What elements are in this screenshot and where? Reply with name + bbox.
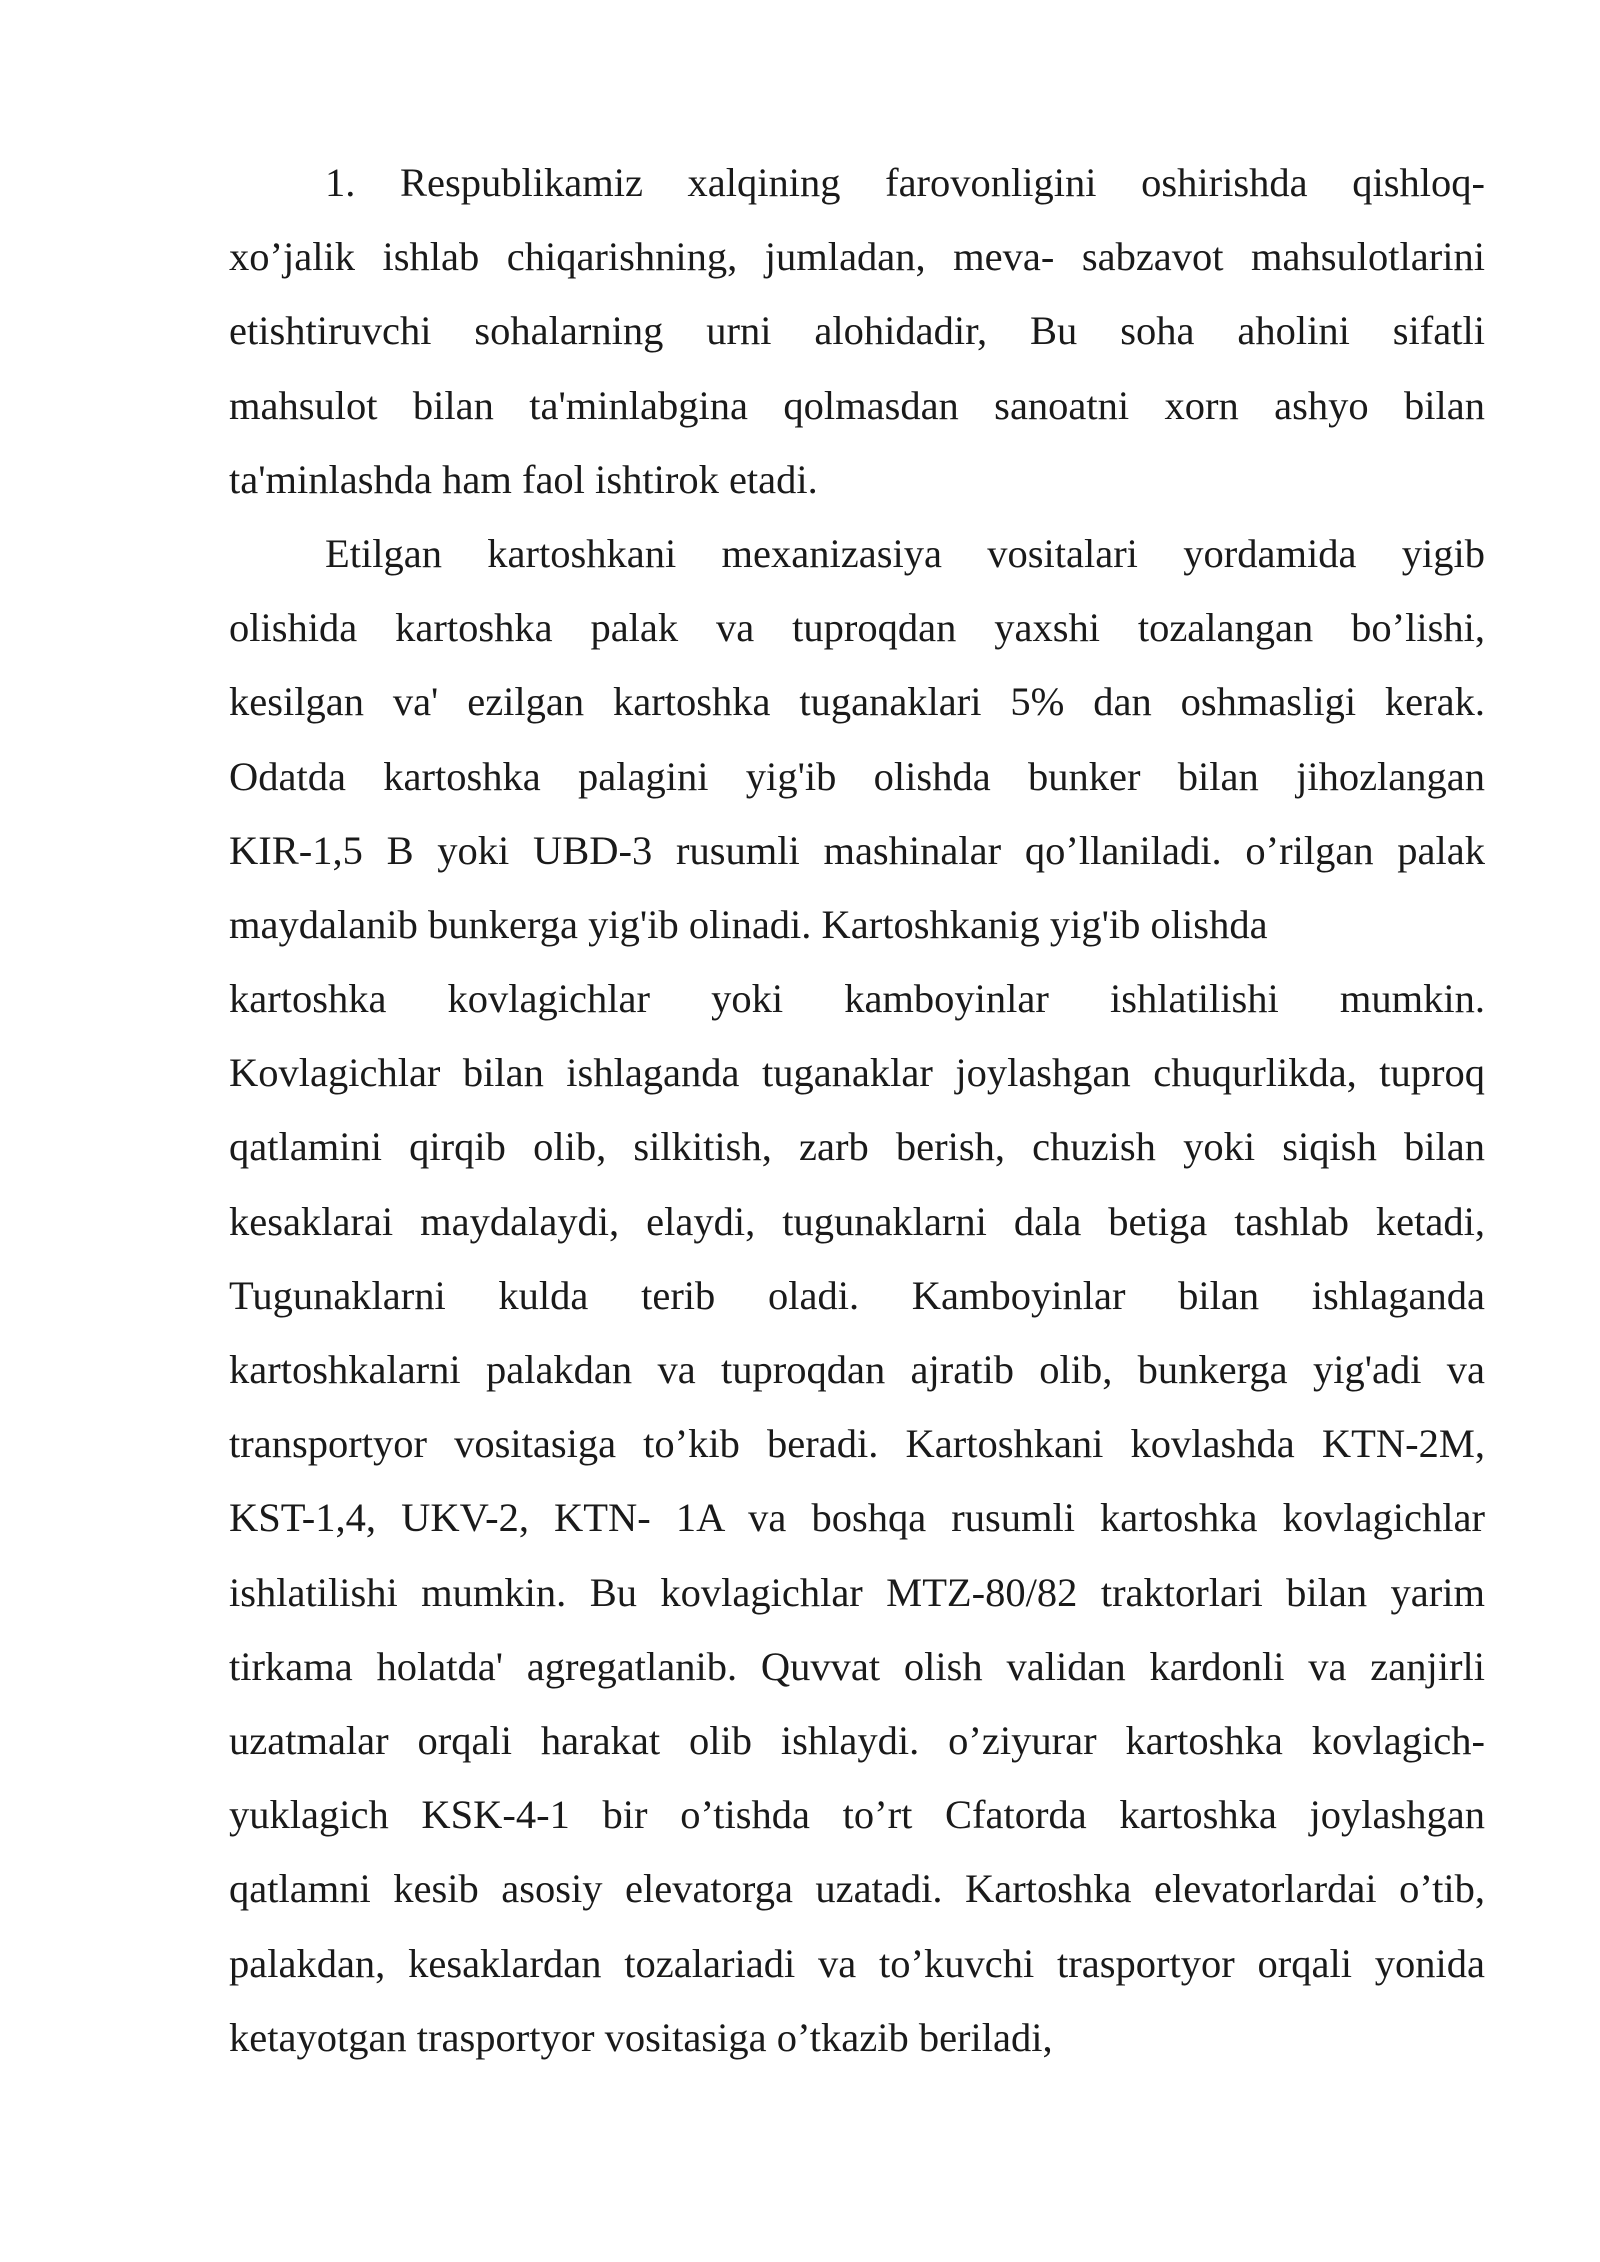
text-line: xo’jalik ishlab chiqarishning, jumladan, meva- sabzavot mahsulotlarini [229,234,1485,280]
text-line: 1. Respublikamiz xalqining farovonligini oshirishda qishloq- [325,160,1485,205]
paragraph-1 [229,146,1485,517]
text-line: uzatmalar orqali harakat olib ishlaydi. o’ziyurar kartoshka kovlagich- [229,1717,1485,1763]
text-line: kartoshka kovlagichlar yoki kamboyinlar ishlatilishi mumkin. [229,976,1485,1022]
body-text [229,146,1485,2075]
text-line: Odatda kartoshka palagini yig'ib olishda bunker bilan jihozlangan [229,753,1485,799]
paragraph-2 [229,517,1485,2075]
text-line: KIR-1,5 B yoki UBD-3 rusumli mashinalar qo’llaniladi. o’rilgan palak [229,827,1485,873]
text-line: qatlamni kesib asosiy elevatorga uzatadi. Kartoshka elevatorlardai o’tib, [229,1866,1485,1912]
text-line: qatlamini qirqib olib, silkitish, zarb berish, chuzish yoki siqish bilan [229,1124,1485,1170]
text-line: Etilgan kartoshkani mexanizasiya vositalari yordamida yigib [325,530,1485,576]
text-line: ta'minlashda ham faol ishtirok etadi. [229,456,818,502]
text-line: kartoshkalarni palakdan va tuproqdan ajratib olib, bunkerga yig'adi va [229,1347,1485,1392]
text-line: mahsulot bilan ta'minlabgina qolmasdan sanoatni xorn ashyo bilan [229,382,1485,428]
text-line: transportyor vositasiga to’kib beradi. Kartoshkani kovlashda KTN-2M, [229,1421,1485,1467]
text-line: olishida kartoshka palak va tuproqdan yaxshi tozalangan bo’lishi, [229,605,1485,651]
text-line: tirkama holatda' agregatlanib. Quvvat olish validan kardonli va zanjirli [229,1643,1485,1689]
text-line: ishlatilishi mumkin. Bu kovlagichlar MTZ-80/82 traktorlari bilan yarim [229,1569,1485,1615]
text-line: KST-1,4, UKV-2, KTN- 1A va boshqa rusumli kartoshka kovlagichlar [229,1495,1485,1541]
text-line: kesaklarai maydalaydi, elaydi, tugunaklarni dala betiga tashlab ketadi, [229,1198,1485,1244]
text-line: maydalanib bunkerga yig'ib olinadi. Kartoshkanig yig'ib olishda [229,901,1268,947]
text-line: yuklagich KSK-4-1 bir o’tishda to’rt Cfatorda kartoshka joylashgan [229,1792,1485,1838]
text-line: Tugunaklarni kulda terib oladi. Kamboyinlar bilan ishlaganda [229,1272,1485,1318]
text-line: Kovlagichlar bilan ishlaganda tuganaklar joylashgan chuqurlikda, tuproq [229,1050,1485,1096]
text-line: ketayotgan trasportyor vositasiga o’tkazib beriladi, [229,2014,1053,2060]
text-line: etishtiruvchi sohalarning urni alohidadir, Bu soha aholini sifatli [229,308,1485,354]
text-line: kesilgan va' ezilgan kartoshka tuganaklari 5% dan oshmasligi kerak. [229,679,1485,725]
text-line: palakdan, kesaklardan tozalariadi va to’kuvchi trasportyor orqali yonida [229,1940,1485,1986]
